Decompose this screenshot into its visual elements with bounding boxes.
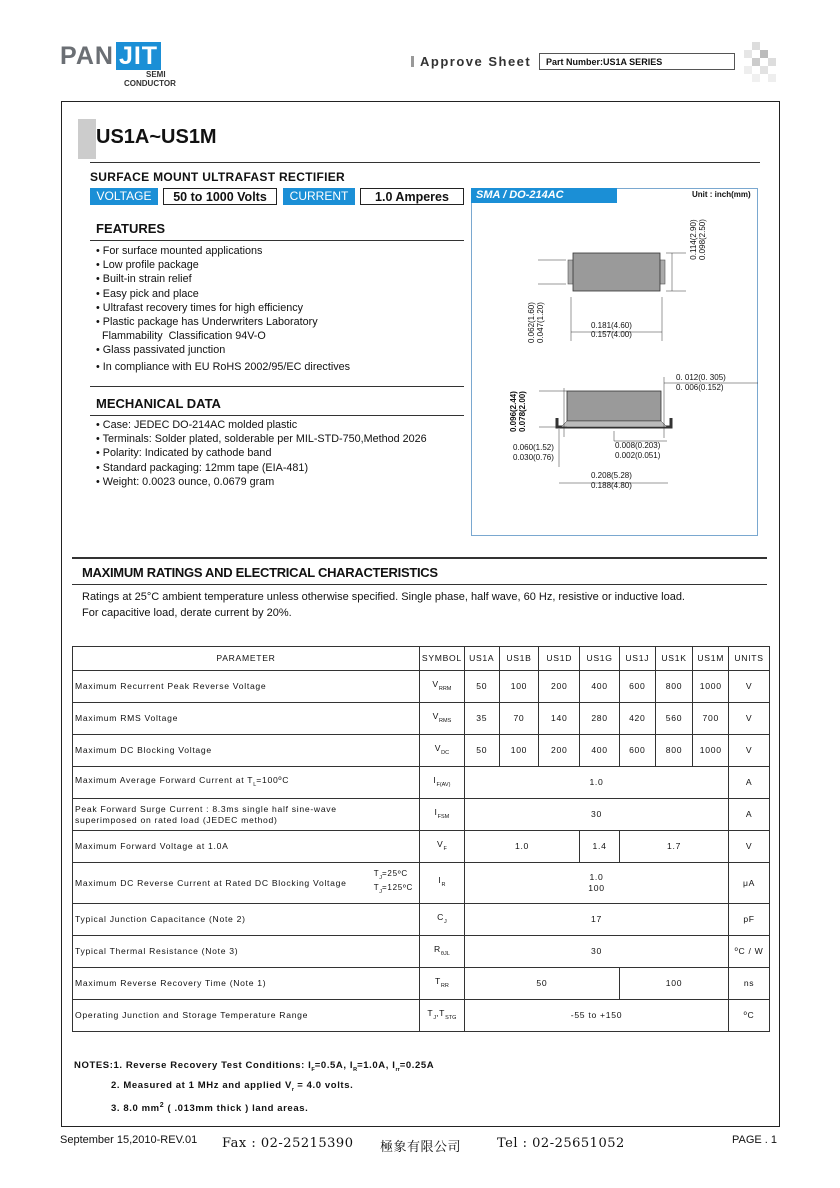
param-sub: L	[253, 781, 257, 788]
table-header-cell: PARAMETER	[73, 647, 420, 671]
param-cell: Maximum Reverse Recovery Time (Note 1)	[73, 968, 420, 1000]
cond-text: T	[373, 883, 380, 892]
cond-text: =125ºC	[382, 883, 413, 892]
dim-value: 0.188(4.80)	[591, 481, 632, 490]
value-cell: 280	[580, 703, 620, 735]
value-cell: 200	[539, 735, 580, 767]
value-cell: 700	[693, 703, 729, 735]
symbol-sub: RRM	[438, 685, 452, 692]
symbol-cell	[419, 968, 464, 1000]
symbol-cell	[419, 767, 464, 799]
symbol-sub: J	[443, 918, 447, 925]
ratings-heading: MAXIMUM RATINGS AND ELECTRICAL CHARACTERISTICS	[82, 565, 438, 580]
table-header-cell: US1B	[499, 647, 539, 671]
ratings-table	[72, 646, 770, 1032]
footer-page: PAGE . 1	[732, 1134, 778, 1146]
unit-cell: V	[729, 671, 770, 703]
value-cell: 100	[619, 968, 728, 1000]
dim-value: 0.062(1.60)	[527, 302, 536, 343]
dim-value: 0. 012(0. 305)	[676, 373, 726, 382]
footer-fax: Fax : 02-25215390	[222, 1136, 354, 1151]
current-value: 1.0 Amperes	[360, 188, 464, 205]
list-item: • Plastic package has Underwriters Laboratory	[96, 316, 318, 329]
symbol-cell	[419, 671, 464, 703]
value-cell: 400	[580, 671, 620, 703]
param-cell: Maximum Forward Voltage at 1.0A	[73, 831, 420, 863]
dim-value: 0.047(1.20)	[536, 302, 545, 343]
symbol-text: C	[437, 911, 444, 922]
cond-sub: J	[379, 875, 383, 881]
dim-value: 0.098(2.50)	[698, 219, 707, 260]
cond-sub: J	[379, 889, 383, 895]
mechanical-list	[96, 418, 427, 489]
approve-bar-mark	[411, 56, 414, 67]
param-cell: Maximum RMS Voltage	[73, 703, 420, 735]
ratings-heading-rule	[72, 584, 767, 585]
symbol-sub: DC	[441, 749, 450, 756]
approve-sheet-label: Approve Sheet	[420, 54, 532, 69]
list-item: • For surface mounted applications	[96, 245, 263, 257]
note-3	[74, 1098, 434, 1116]
unit-cell: V	[729, 703, 770, 735]
symbol-sub: RR	[440, 982, 449, 989]
note-sub: r	[291, 1087, 295, 1093]
value-cell: 100	[499, 671, 539, 703]
symbol-sub: RMS	[439, 717, 452, 724]
param-text: Peak Forward Surge Current : 8.3ms single half sine-wave	[75, 803, 337, 814]
symbol-sub: STG	[445, 1014, 457, 1021]
dim-height-side	[509, 391, 527, 432]
symbol-sub: J	[433, 1014, 437, 1021]
unit-cell: ºC / W	[729, 936, 770, 968]
dim-value: 0.078(2.00)	[518, 391, 527, 432]
symbol-cell	[419, 936, 464, 968]
note-sub: R	[353, 1067, 358, 1073]
symbol-cell	[419, 831, 464, 863]
condition-text	[374, 869, 413, 897]
symbol-text: V	[437, 838, 444, 849]
symbol-sub: θJL	[440, 950, 450, 957]
table-row	[73, 767, 770, 799]
value-cell: 1.0	[464, 831, 579, 863]
param-text: Maximum Average Forward Current at T	[75, 774, 254, 785]
page-title: US1A~US1M	[96, 126, 217, 148]
dim-lead-thickness	[676, 373, 726, 393]
note-sub: F	[311, 1067, 315, 1073]
product-subtitle: SURFACE MOUNT ULTRAFAST RECTIFIER	[90, 170, 346, 184]
part-number-box: Part Number:US1A SERIES	[539, 53, 735, 70]
table-row	[73, 904, 770, 936]
list-item: • Terminals: Solder plated, solderable per MIL-STD-750,Method 2026	[96, 433, 427, 446]
list-item: • Polarity: Indicated by cathode band	[96, 447, 272, 460]
table-row	[73, 703, 770, 735]
list-item: • Easy pick and place	[96, 287, 199, 300]
param-cell: Operating Junction and Storage Temperature Range	[73, 1000, 420, 1032]
list-item: • Built-in strain relief	[96, 273, 192, 286]
symbol-text: I	[434, 806, 438, 817]
value-text: 100	[588, 883, 605, 893]
notes-block	[74, 1058, 434, 1116]
symbol-sub: R	[441, 882, 446, 888]
param-cell: Typical Junction Capacitance (Note 2)	[73, 904, 420, 936]
param-cell	[73, 767, 420, 799]
value-cell: 50	[464, 735, 499, 767]
note-text: 2. Measured at 1 MHz and applied V	[111, 1080, 292, 1091]
symbol-text: V	[432, 678, 439, 689]
symbol-cell	[419, 1000, 464, 1032]
param-cell: Maximum DC Blocking Voltage	[73, 735, 420, 767]
logo-sub-conductor: CONDUCTOR	[124, 79, 176, 88]
logo-accent-text: JIT	[116, 42, 161, 70]
voltage-value: 50 to 1000 Volts	[163, 188, 277, 205]
note-text: NOTES:1. Reverse Recovery Test Conditions: I	[74, 1060, 312, 1071]
note-sub: rr	[395, 1067, 400, 1073]
cond-text: T	[373, 869, 380, 878]
dim-value: 0.060(1.52)	[513, 443, 554, 452]
title-tab	[78, 119, 96, 159]
value-cell: 600	[619, 671, 655, 703]
symbol-text: T	[434, 975, 441, 986]
dim-lead-height	[527, 302, 545, 343]
list-item: Flammability Classification 94V-O	[96, 330, 266, 343]
note-text: =1.0A, I	[357, 1060, 396, 1071]
features-bottom-rule	[90, 386, 464, 387]
value-cell: 140	[539, 703, 580, 735]
list-item: • Ultrafast recovery times for high efficiency	[96, 301, 303, 314]
table-header-cell: US1A	[464, 647, 499, 671]
param-cell: Typical Thermal Resistance (Note 3)	[73, 936, 420, 968]
value-cell: 800	[655, 735, 693, 767]
param-text: superimposed on rated load (JEDEC method)	[75, 814, 278, 825]
table-row	[73, 671, 770, 703]
symbol-cell	[419, 735, 464, 767]
symbol-sub: F	[443, 845, 447, 852]
mechanical-rule	[90, 415, 464, 416]
list-item: • Case: JEDEC DO-214AC molded plastic	[96, 419, 298, 431]
value-cell: 600	[619, 735, 655, 767]
list-item: • In compliance with EU RoHS 2002/95/EC directives	[96, 360, 351, 373]
voltage-label: VOLTAGE	[90, 188, 158, 205]
note-text: = 4.0 volts.	[294, 1080, 354, 1091]
value-cell: 1000	[693, 735, 729, 767]
value-cell: 1.0	[464, 767, 728, 799]
list-item: • Standard packaging: 12mm tape (EIA-481)	[96, 461, 309, 474]
table-row	[73, 968, 770, 1000]
list-item: • Glass passivated junction	[96, 344, 226, 357]
table-row	[73, 936, 770, 968]
unit-cell: pF	[729, 904, 770, 936]
list-item: • Low profile package	[96, 259, 199, 272]
unit-cell: ns	[729, 968, 770, 1000]
footer-date: September 15,2010-REV.01	[60, 1134, 198, 1146]
table-header-row	[73, 647, 770, 671]
table-header-cell: US1K	[655, 647, 693, 671]
value-cell: 35	[464, 703, 499, 735]
value-text: 1.0	[589, 872, 604, 882]
table-header-cell: US1G	[580, 647, 620, 671]
unit-cell: ºC	[729, 1000, 770, 1032]
value-cell: 17	[464, 904, 728, 936]
table-row	[73, 735, 770, 767]
logo-sub-semi: SEMI	[146, 70, 166, 79]
unit-cell: A	[729, 799, 770, 831]
dim-height-top	[689, 219, 707, 260]
symbol-cell	[419, 703, 464, 735]
value-cell: 100	[499, 735, 539, 767]
value-cell: 1.4	[580, 831, 620, 863]
param-text: Maximum DC Reverse Current at Rated DC Blocking Voltage	[75, 877, 347, 888]
table-header-cell: US1J	[619, 647, 655, 671]
symbol-text: ,T	[436, 1007, 446, 1018]
features-heading: FEATURES	[96, 221, 166, 236]
dim-value: 0.114(2.90)	[689, 219, 698, 260]
table-header-cell: US1M	[693, 647, 729, 671]
symbol-text: V	[432, 710, 440, 721]
value-cell: 800	[655, 671, 693, 703]
note-2	[74, 1078, 434, 1098]
note-text: 3. 8.0 mm	[111, 1103, 160, 1115]
note-sup: 2	[159, 1102, 165, 1109]
value-cell: 70	[499, 703, 539, 735]
unit-cell: μA	[729, 863, 770, 904]
value-cell: 560	[655, 703, 693, 735]
dim-value: 0.208(5.28)	[591, 471, 632, 480]
ratings-intro-1: Ratings at 25°C ambient temperature unless otherwise specified. Single phase, half wave, 60 Hz, resistive or inductive load.	[82, 591, 685, 603]
symbol-cell	[419, 863, 464, 904]
dim-value: 0.157(4.00)	[591, 330, 632, 339]
dim-value: 0. 006(0.152)	[676, 383, 724, 392]
value-cell: 200	[539, 671, 580, 703]
dim-standoff	[615, 441, 660, 461]
value-cell: 50	[464, 968, 619, 1000]
symbol-sub: FSM	[437, 813, 450, 820]
title-rule	[90, 162, 760, 163]
table-row	[73, 863, 770, 904]
table-row	[73, 831, 770, 863]
ratings-top-rule	[72, 557, 767, 559]
features-rule	[90, 240, 464, 241]
cond-text: =25ºC	[382, 869, 408, 878]
dim-value: 0.008(0.203)	[615, 441, 661, 450]
note-text: =0.5A, I	[314, 1060, 354, 1071]
table-header-cell: US1D	[539, 647, 580, 671]
note-1	[74, 1058, 434, 1078]
unit-cell: V	[729, 831, 770, 863]
symbol-sub: F(AV)	[436, 781, 451, 788]
param-cell	[73, 799, 420, 831]
symbol-text: I	[438, 875, 442, 885]
table-header-cell: SYMBOL	[419, 647, 464, 671]
note-text: =0.25A	[399, 1060, 435, 1071]
table-header-cell: UNITS	[729, 647, 770, 671]
param-cell: Maximum Recurrent Peak Reverse Voltage	[73, 671, 420, 703]
unit-label: Unit : inch(mm)	[692, 190, 751, 199]
table-row	[73, 799, 770, 831]
dim-value: 0.002(0.051)	[615, 451, 661, 460]
value-cell: -55 to +150	[464, 1000, 728, 1032]
list-item: • Weight: 0.0023 ounce, 0.0679 gram	[96, 475, 275, 488]
footer-company: 極象有限公司	[380, 1140, 462, 1155]
symbol-text: R	[434, 943, 441, 954]
dim-width-side	[591, 471, 632, 491]
dim-value: 0.096(2.44)	[509, 391, 518, 432]
symbol-text: T	[427, 1007, 434, 1018]
unit-cell: V	[729, 735, 770, 767]
value-cell: 30	[464, 936, 728, 968]
value-cell: 420	[619, 703, 655, 735]
param-cell	[73, 863, 420, 904]
value-cell	[464, 863, 728, 904]
symbol-text: I	[433, 774, 437, 785]
footer-tel: Tel : 02-25651052	[497, 1136, 625, 1151]
value-cell: 30	[464, 799, 728, 831]
checker-decoration-icon	[740, 42, 780, 82]
param-text: =100ºC	[256, 774, 290, 785]
current-label: CURRENT	[283, 188, 355, 205]
symbol-cell	[419, 799, 464, 831]
unit-cell: A	[729, 767, 770, 799]
dim-value: 0.030(0.76)	[513, 453, 554, 462]
value-cell: 400	[580, 735, 620, 767]
logo-main-text: PAN	[60, 42, 114, 70]
value-cell: 1.7	[619, 831, 728, 863]
table-row	[73, 1000, 770, 1032]
value-cell: 1000	[693, 671, 729, 703]
dim-lead-length	[513, 443, 554, 463]
symbol-cell	[419, 904, 464, 936]
dim-value: 0.181(4.60)	[591, 321, 632, 330]
symbol-text: V	[434, 742, 442, 753]
dim-width-top	[591, 321, 632, 339]
value-cell: 50	[464, 671, 499, 703]
mechanical-heading: MECHANICAL DATA	[96, 396, 221, 411]
features-list	[96, 244, 350, 374]
note-text: ( .013mm thick ) land areas.	[164, 1103, 309, 1115]
package-name: SMA / DO-214AC	[471, 188, 617, 203]
ratings-intro-2: For capacitive load, derate current by 20%.	[82, 607, 292, 619]
